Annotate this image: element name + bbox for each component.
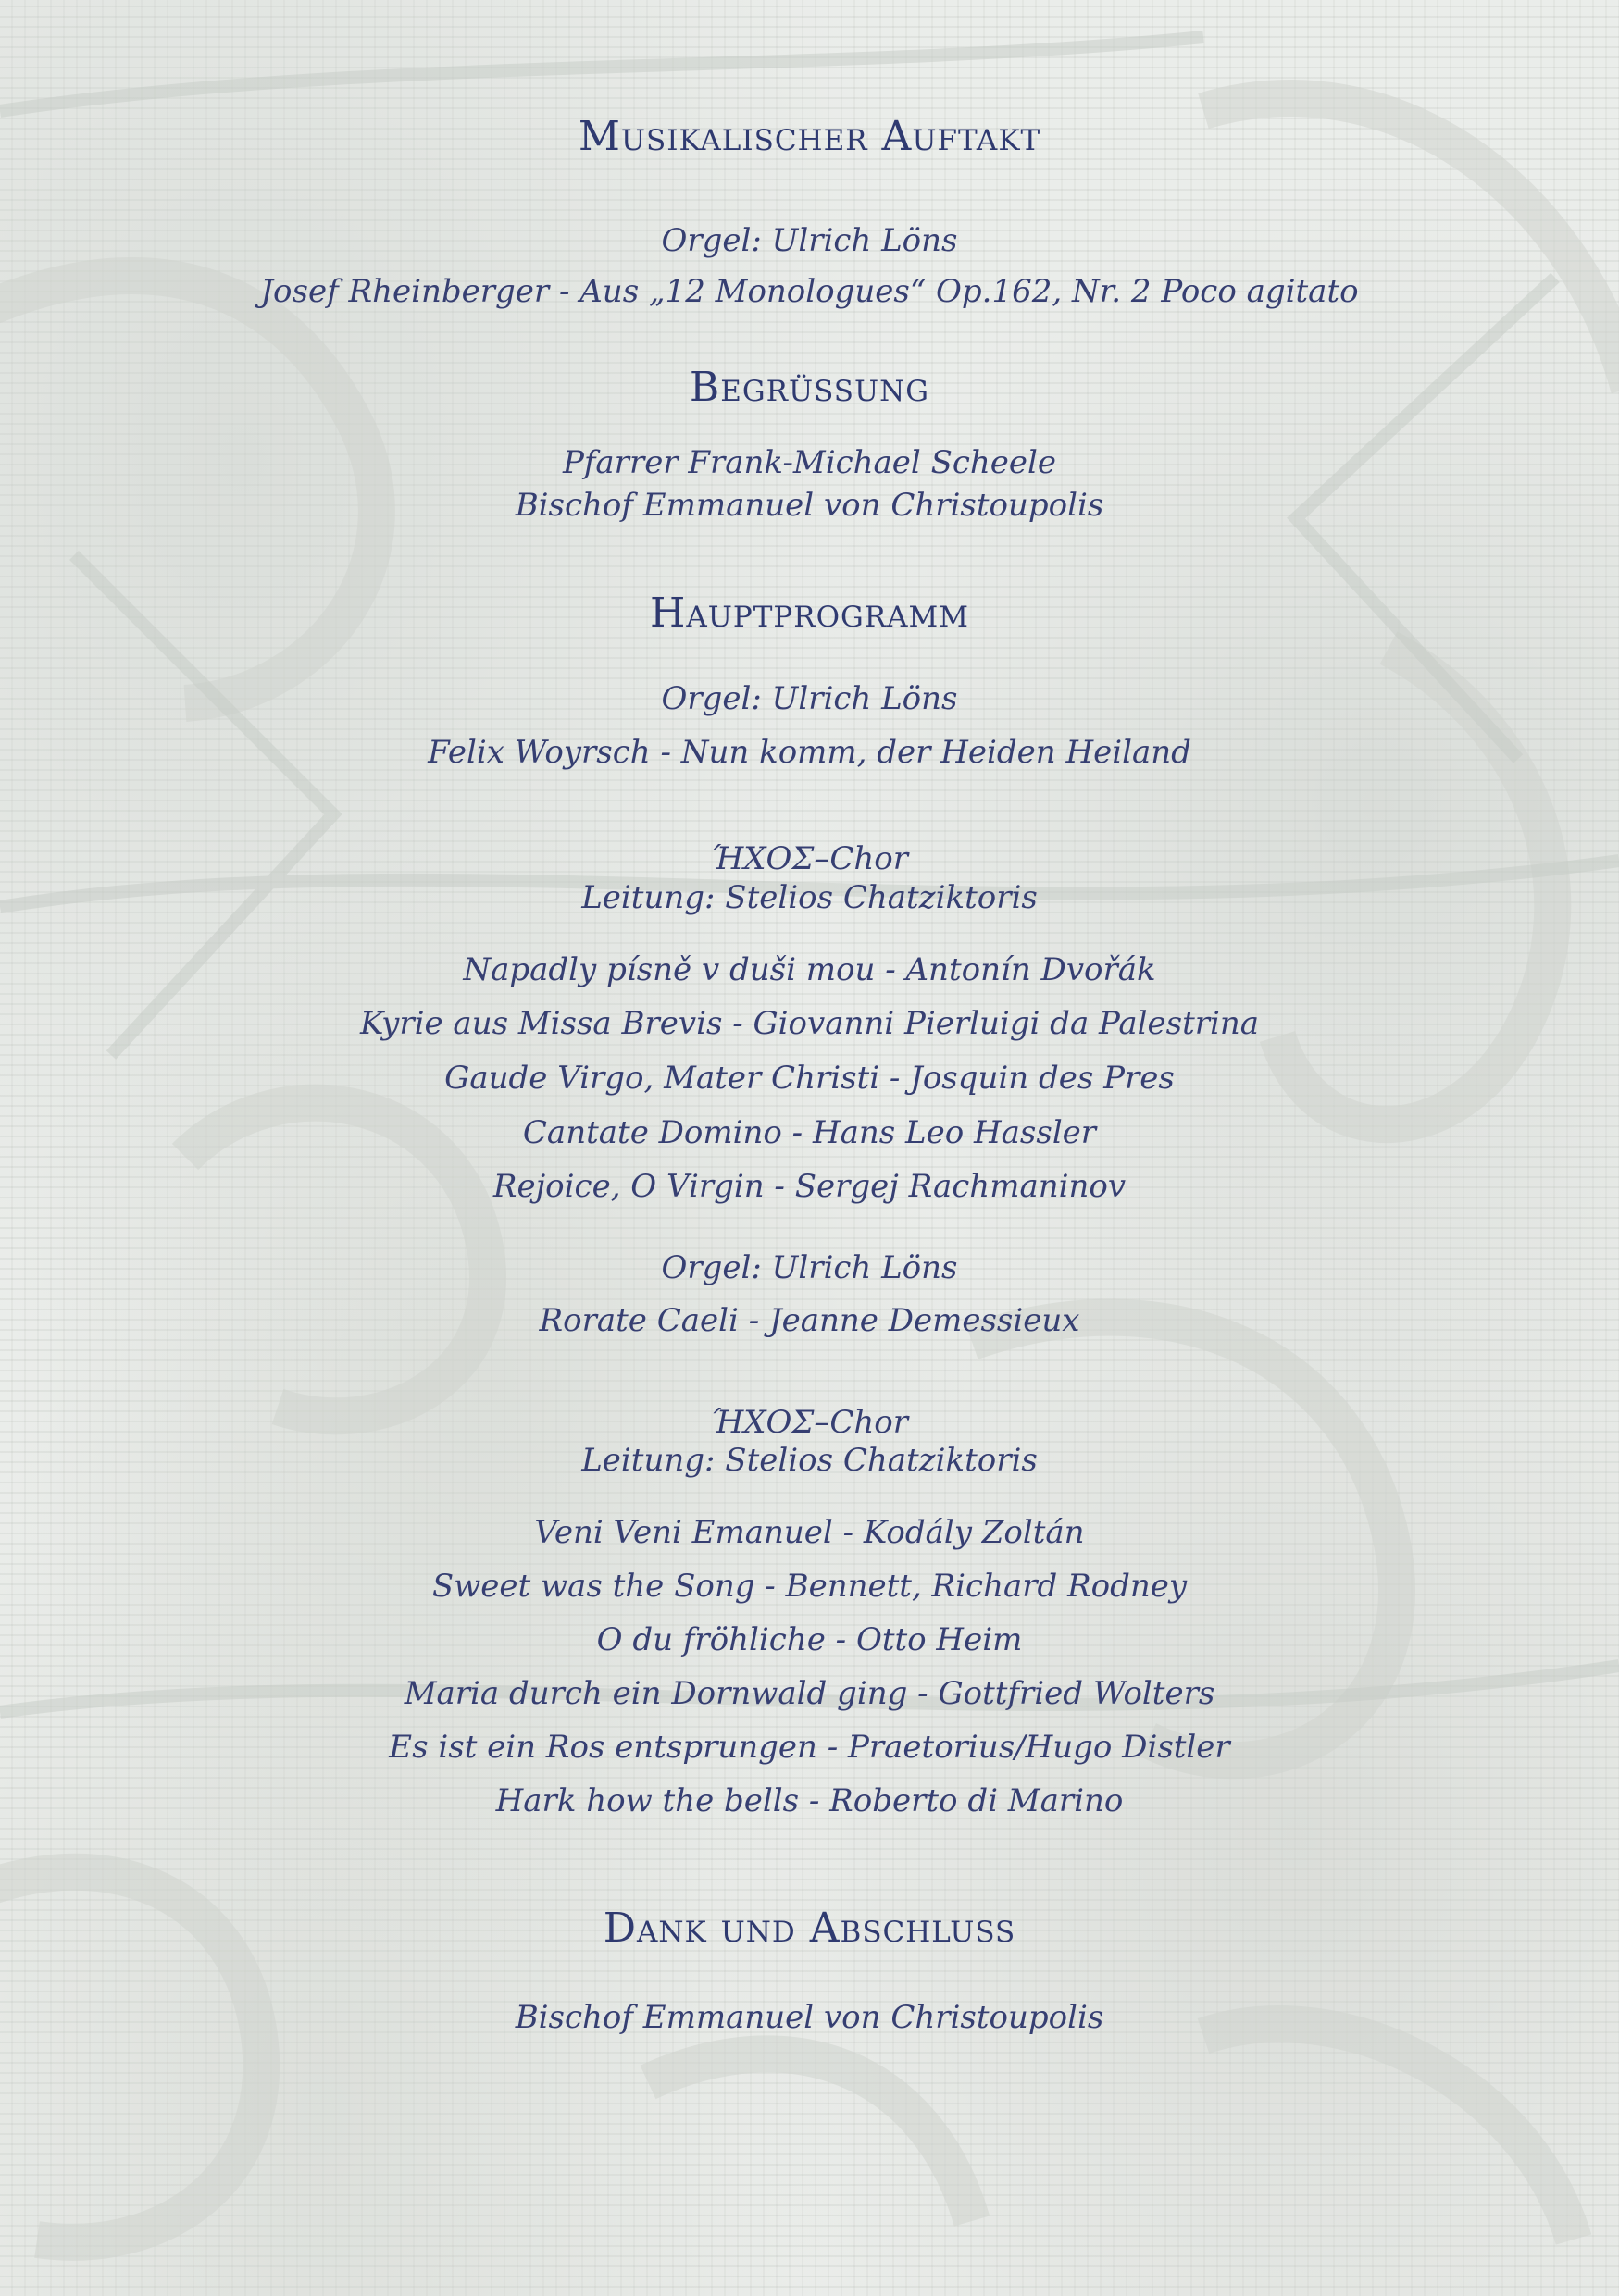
section-heading-hauptprogramm: Hauptprogramm (649, 590, 969, 637)
choir2-name: ΉΧΟΣ–Chor (710, 1404, 909, 1441)
begruessung-speaker-2: Bischof Emmanuel von Christoupolis (515, 487, 1104, 524)
choir1-name: ΉΧΟΣ–Chor (710, 840, 909, 877)
choir1-piece-3: Gaude Virgo, Mater Christi - Josquin des Pres (444, 1060, 1175, 1097)
begruessung-speaker-1: Pfarrer Frank-Michael Scheele (562, 444, 1057, 481)
section-heading-abschluss: Dank und Abschluss (603, 1905, 1016, 1952)
abschluss-speaker: Bischof Emmanuel von Christoupolis (515, 1999, 1104, 2036)
organ2-performer: Orgel: Ulrich Löns (661, 1249, 958, 1286)
section-heading-begruessung: Begrüssung (689, 364, 930, 411)
choir2-piece-2: Sweet was the Song - Bennett, Richard Rodney (431, 1568, 1188, 1605)
choir2-piece-1: Veni Veni Emanuel - Kodály Zoltán (534, 1514, 1085, 1551)
auftakt-performer: Orgel: Ulrich Löns (661, 222, 958, 259)
choir2-piece-6: Hark how the bells - Roberto di Marino (495, 1782, 1124, 1819)
choir1-piece-4: Cantate Domino - Hans Leo Hassler (522, 1114, 1097, 1151)
auftakt-piece: Josef Rheinberger - Aus „12 Monologues“ Op.162, Nr. 2 Poco agitato (260, 273, 1359, 310)
choir2-piece-5: Es ist ein Ros entsprungen - Praetorius/Hugo Distler (389, 1729, 1230, 1766)
organ2-piece: Rorate Caeli - Jeanne Demessieux (539, 1302, 1080, 1339)
organ1-piece: Felix Woyrsch - Nun komm, der Heiden Heiland (428, 734, 1191, 771)
choir2-piece-4: Maria durch ein Dornwald ging - Gottfried Wolters (404, 1675, 1215, 1712)
choir2-leader: Leitung: Stelios Chatziktoris (581, 1442, 1038, 1479)
organ1-performer: Orgel: Ulrich Löns (661, 680, 958, 717)
choir1-piece-2: Kyrie aus Missa Brevis - Giovanni Pierluigi da Palestrina (359, 1005, 1260, 1042)
choir1-piece-1: Napadly písně v duši mou - Antonín Dvořák (463, 951, 1156, 988)
choir2-piece-3: O du fröhliche - Otto Heim (596, 1621, 1023, 1658)
section-heading-auftakt: Musikalischer Auftakt (578, 113, 1041, 160)
choir1-piece-5: Rejoice, O Virgin - Sergej Rachmaninov (492, 1168, 1127, 1205)
choir1-leader: Leitung: Stelios Chatziktoris (581, 879, 1038, 916)
